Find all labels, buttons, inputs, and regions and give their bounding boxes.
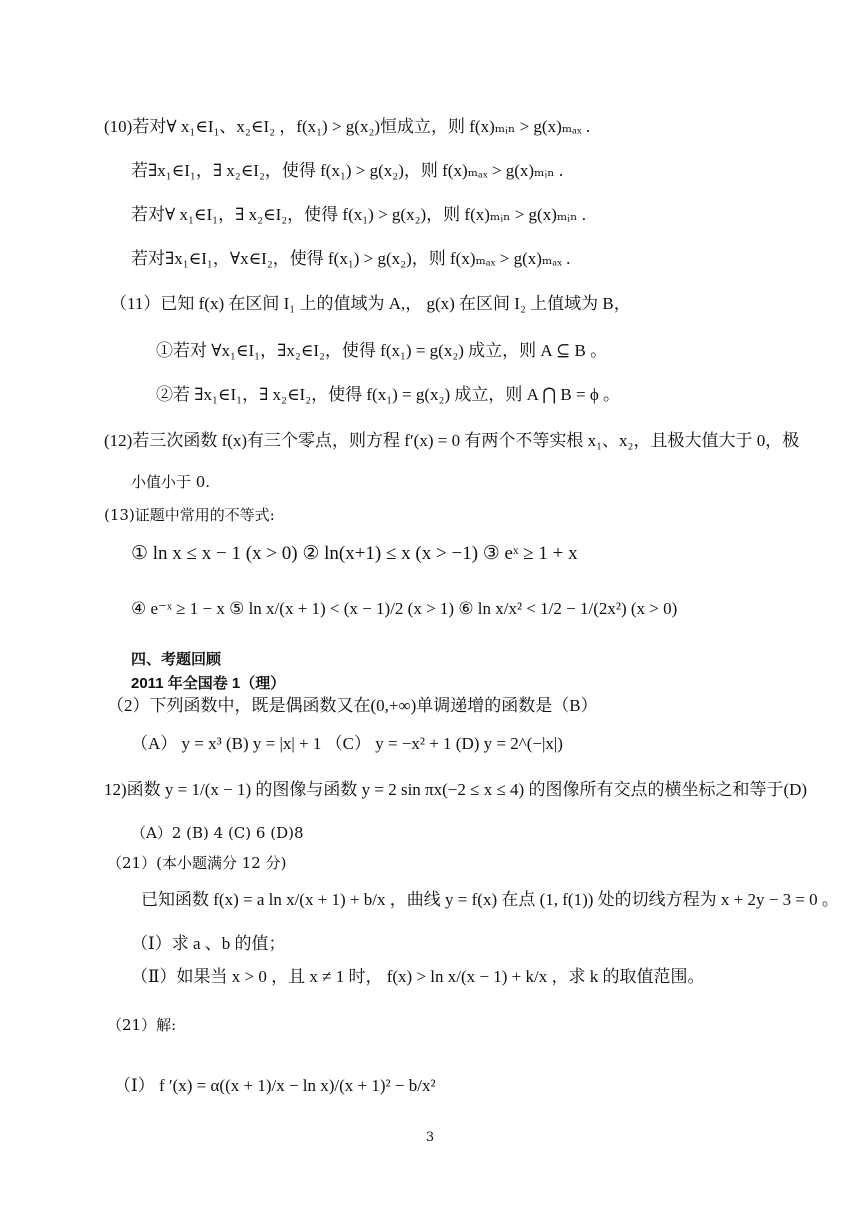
- item-12: (12)若三次函数 f(x)有三个零点，则方程 f′(x) = 0 有两个不等实根 x₁、x₂，且极大值大于 0，极: [104, 431, 800, 450]
- question-21-part-2: （Ⅱ）如果当 x > 0 ，且 x ≠ 1 时， f(x) > ln x/(x − 1) + k/x ，求 k 的取值范围。: [131, 967, 705, 986]
- page-number: 3: [425, 1130, 435, 1145]
- solution-part-1: （Ⅰ） f ′(x) = α((x + 1)/x − ln x)/(x + 1)² − b/x²: [114, 1076, 436, 1095]
- section-heading: 四、考题回顾: [131, 651, 222, 668]
- question-2-options: （A） y = x³ (B) y = |x| + 1 （C） y = −x² + 1 (D) y = 2^(−|x|): [131, 734, 563, 753]
- question-12-options: （A）2 (B) 4 (C) 6 (D)8: [131, 824, 304, 842]
- question-21-part-1: （Ⅰ）求 a 、b 的值；: [131, 934, 286, 953]
- exam-title: 2011 年全国卷 1（理）: [131, 675, 286, 692]
- item-13: (13)证题中常用的不等式:: [104, 506, 275, 524]
- item-10: (10)若对∀ x₁∈I₁、x₂∈I₂ ，f(x₁) > g(x₂)恒成立，则 f(x)ₘᵢₙ > g(x)ₘₐₓ .: [104, 117, 591, 136]
- question-12: 12)函数 y = 1/(x − 1) 的图像与函数 y = 2 sin πx(−2 ≤ x ≤ 4) 的图像所有交点的横坐标之和等于(D): [104, 780, 808, 799]
- solution-heading: （21）解:: [107, 1016, 177, 1034]
- item-11-case-2: ②若 ∃x₁∈I₁，∃ x₂∈I₂，使得 f(x₁) = g(x₂) 成立，则 A ⋂ B = ϕ 。: [156, 385, 621, 404]
- inequalities-row-1: ① ln x ≤ x − 1 (x > 0) ② ln(x+1) ≤ x (x > −1) ③ eˣ ≥ 1 + x: [131, 543, 578, 564]
- item-11: （11）已知 f(x) 在区间 I₁ 上的值域为 A,， g(x) 在区间 I₂ 上值域为 B，: [110, 294, 631, 313]
- item-12-cont: 小值小于 0.: [131, 473, 211, 491]
- question-21: （21）(本小题满分 12 分): [107, 854, 287, 872]
- item-11-case-1: ①若对 ∀x₁∈I₁，∃x₂∈I₂，使得 f(x₁) = g(x₂) 成立，则 A ⊆ B 。: [156, 341, 608, 360]
- item-10-case-4: 若对∃x₁∈I₁，∀x∈I₂，使得 f(x₁) > g(x₂)，则 f(x)ₘₐₓ > g(x)ₘₐₓ .: [131, 249, 571, 268]
- item-10-case-3: 若对∀ x₁∈I₁，∃ x₂∈I₂，使得 f(x₁) > g(x₂)，则 f(x)ₘᵢₙ > g(x)ₘᵢₙ .: [131, 205, 586, 224]
- item-10-case-2: 若∃x₁∈I₁，∃ x₂∈I₂，使得 f(x₁) > g(x₂)，则 f(x)ₘₐₓ > g(x)ₘᵢₙ .: [131, 161, 564, 180]
- question-21-statement: 已知函数 f(x) = a ln x/(x + 1) + b/x ，曲线 y = f(x) 在点 (1, f(1)) 处的切线方程为 x + 2y − 3 = 0 。: [141, 890, 839, 909]
- question-2: （2）下列函数中，既是偶函数又在(0,+∞)单调递增的函数是（B）: [107, 696, 598, 715]
- inequalities-row-2: ④ e⁻ˣ ≥ 1 − x ⑤ ln x/(x + 1) < (x − 1)/2 (x > 1) ⑥ ln x/x² < 1/2 − 1/(2x²) (x > 0): [131, 599, 678, 618]
